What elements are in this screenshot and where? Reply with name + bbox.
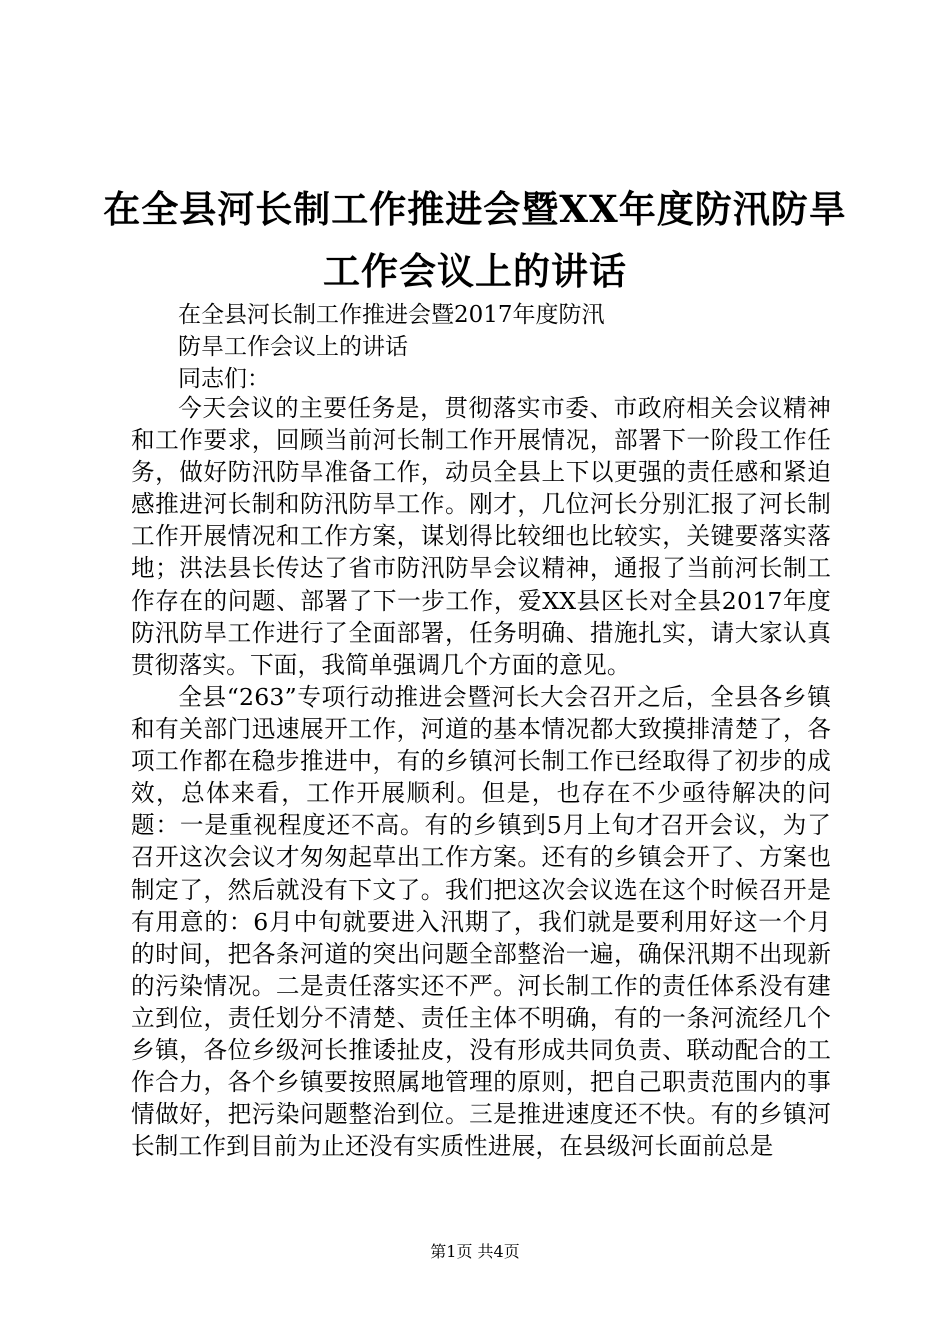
salutation: 同志们： [178, 366, 270, 392]
document-title-line-2: 工作会议上的讲话 [323, 249, 627, 293]
body-paragraph-1 [131, 392, 831, 681]
subtitle-line-2: 防旱工作会议上的讲话 [178, 334, 408, 360]
paragraph-text: 全县“263”专项行动推进会暨河长大会召开之后，全县各乡镇和有关部门迅速展开工作，河道的基本情况都大致摸排清楚了，各项工作都在稳步推进中，有的乡镇河长制工作已经取得了初步的成效，总体来看，工作开展顺利。但是，也存在不少亟待解决的问题：一是重视程度还不高。有的乡镇到5月上旬才召开会议，为了召开这次会议才匆匆起草出工作方案。还有的乡镇会开了、方案也制定了，然后就没有下文了。我们把这次会议选在这个时候召开是有用意的：6月中旬就要进入汛期了，我们就是要利用好这一个月的时间，把各条河道的突出问题全部整治一遍，确保汛期不出现新的污染情况。二是责任落实还不严。河长制工作的责任体系没有建立到位，责任划分不清楚、责任主体不明确，有的一条河流经几个乡镇，各位乡级河长推诿扯皮，没有形成共同负责、联动配合的工作合力，各个乡镇要按照属地管理的原则，把自己职责范围内的事情做好，把污染问题整治到位。三是推进速度还不快。有的乡镇河长制工作到目前为止还没有实质性进展，在县级河长面前总是 [131, 683, 831, 1161]
page-footer: 第1页 共4页 [430, 1242, 520, 1261]
paragraph-text: 今天会议的主要任务是，贯彻落实市委、市政府相关会议精神和工作要求，回顾当前河长制工作开展情况，部署下一阶段工作任务，做好防汛防旱准备工作，动员全县上下以更强的责任感和紧迫感推进河长制和防汛防旱工作。刚才，几位河长分别汇报了河长制工作开展情况和工作方案，谋划得比较细也比较实，关键要落实落地；洪法县长传达了省市防汛防旱会议精神，通报了当前河长制工作存在的问题、部署了下一步工作，爱XX县区长对全县2017年度防汛防旱工作进行了全面部署，任务明确、措施扎实，请大家认真贯彻落实。下面，我简单强调几个方面的意见。 [131, 394, 831, 679]
subtitle-line-1: 在全县河长制工作推进会暨2017年度防汛 [178, 302, 605, 328]
document-title-line-1: 在全县河长制工作推进会暨XX年度防汛防旱 [103, 187, 847, 231]
body-paragraph-2 [131, 681, 831, 1162]
